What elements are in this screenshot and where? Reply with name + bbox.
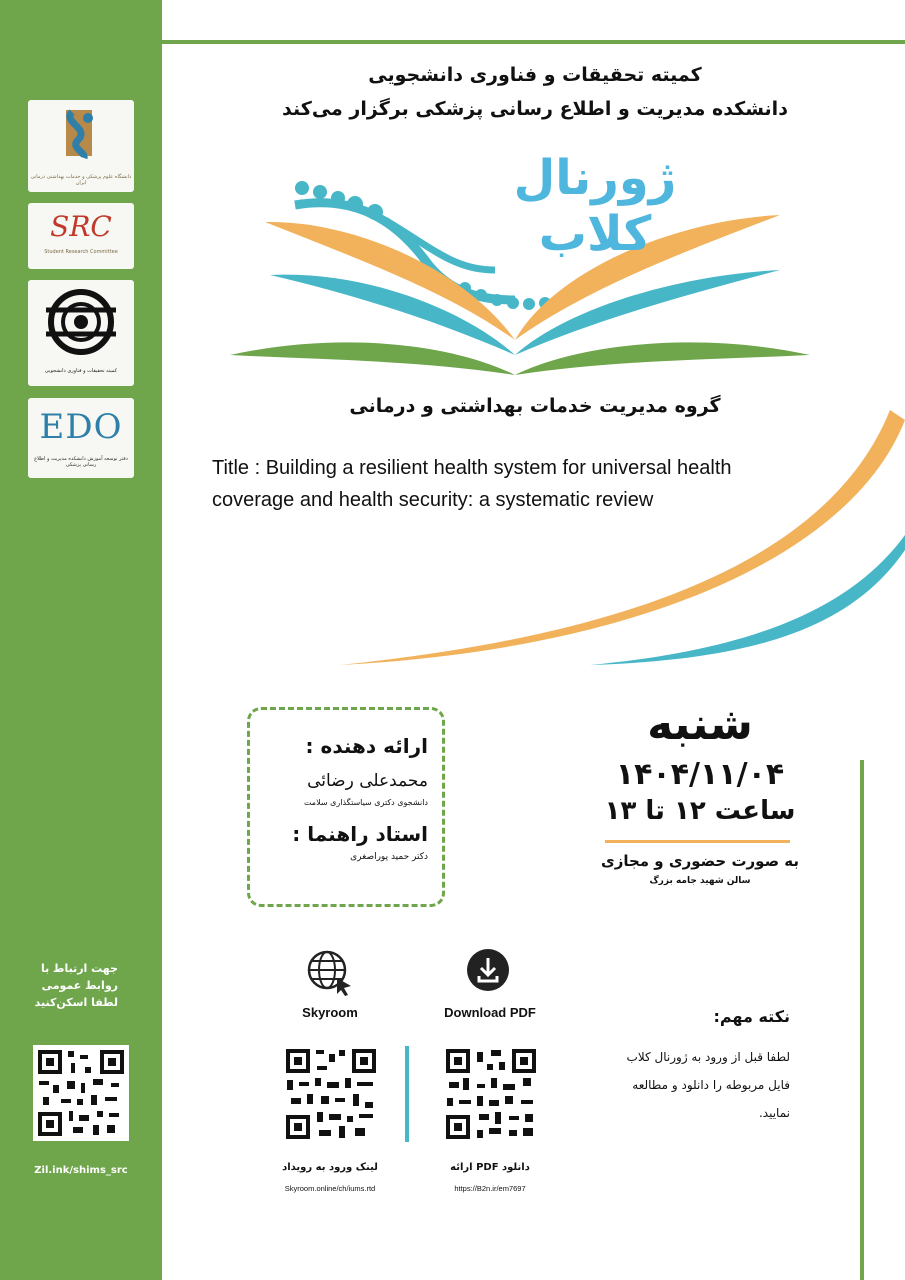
note-line-3: نمایید. xyxy=(758,1106,790,1120)
note-line-2: فایل مربوطه را دانلود و مطالعه xyxy=(632,1078,790,1092)
journal-club-title: ژورنال کلاب xyxy=(513,150,677,262)
paper-title-line-2: coverage and health security: a systematic review xyxy=(212,489,654,511)
src-logo xyxy=(28,203,134,269)
committee-logo-caption: کمیته تحقیقات و فناوری دانشجویی xyxy=(44,368,118,374)
contact-line-3: لطفا اسکن‌کنید xyxy=(34,996,118,1009)
skyroom-qr-code[interactable] xyxy=(283,1046,379,1142)
event-mode: به صورت حضوری و مجازی xyxy=(600,852,800,870)
university-logo xyxy=(28,100,134,192)
edo-logo-text: EDO xyxy=(39,407,123,447)
edo-logo-caption: دفتر توسعه آموزش دانشکده مدیریت و اطلاع رسانی پزشکی xyxy=(34,456,128,468)
pdf-url[interactable]: https://B2n.ir/em7697 xyxy=(454,1184,526,1193)
decorative-swoosh xyxy=(330,400,905,680)
skyroom-url[interactable]: Skyroom.online/ch/iums.rtd xyxy=(284,1184,376,1193)
qr-divider xyxy=(405,1046,409,1142)
committee-emblem-icon xyxy=(28,280,134,364)
contact-text xyxy=(10,960,118,1011)
event-date: ۱۴۰۴/۱۱/۰۴ xyxy=(615,757,785,792)
globe-icon xyxy=(305,948,355,998)
header-line-2: دانشکده مدیریت و اطلاع رسانی پزشکی برگزار می‌کند xyxy=(282,98,788,120)
presenter-name: محمدعلی رضائی xyxy=(307,771,428,791)
download-icon xyxy=(466,948,510,992)
paper-title xyxy=(212,452,872,516)
important-note xyxy=(570,1005,790,1127)
university-logo-caption: دانشگاه علوم پزشکی و خدمات بهداشتی درمانی ایران xyxy=(30,174,132,186)
right-border-line xyxy=(860,760,864,1280)
note-line-1: لطفا قبل از ورود به ژورنال کلاب xyxy=(626,1050,790,1064)
paper-title-line-1: Title : Building a resilient health system for universal health xyxy=(212,457,732,479)
contact-line-2: روابط عمومی xyxy=(41,979,118,992)
department-title: گروه مدیریت خدمات بهداشتی و درمانی xyxy=(349,395,721,417)
contact-line-1: جهت ارتباط با xyxy=(40,962,118,975)
skyroom-qr-icon xyxy=(283,1046,379,1142)
event-venue: سالن شهید جامه بزرگ xyxy=(649,876,751,886)
contact-qr-icon xyxy=(33,1045,129,1141)
pdf-caption: دانلود PDF ارائه xyxy=(450,1162,530,1173)
advisor-name: دکتر حمید پوراصغری xyxy=(350,852,428,862)
event-day: شنبه xyxy=(647,699,753,750)
university-emblem-icon xyxy=(28,100,134,170)
skyroom-caption: لینک ورود به رویداد xyxy=(282,1162,378,1173)
note-title: نکته مهم: xyxy=(713,1007,790,1026)
advisor-label: استاد راهنما : xyxy=(292,822,428,846)
pdf-qr-icon xyxy=(443,1046,539,1142)
event-divider xyxy=(605,840,790,843)
top-border-line xyxy=(162,40,905,44)
event-time: ساعت ۱۲ تا ۱۳ xyxy=(604,796,796,826)
contact-qr-code[interactable] xyxy=(33,1045,129,1141)
contact-link[interactable]: Zil.ink/shims_src xyxy=(34,1165,128,1176)
presenter-role: دانشجوی دکتری سیاستگذاری سلامت xyxy=(303,798,428,807)
presenter-box xyxy=(247,707,445,907)
src-logo-caption: Student Research Committee xyxy=(44,249,118,255)
presenter-label: ارائه دهنده : xyxy=(305,734,428,758)
src-logo-text: SRC xyxy=(50,209,112,243)
skyroom-label[interactable]: Skyroom xyxy=(302,1005,358,1020)
pdf-qr-code[interactable] xyxy=(443,1046,539,1142)
download-pdf-label[interactable]: Download PDF xyxy=(444,1005,536,1020)
header-line-1: کمیته تحقیقات و فناوری دانشجویی xyxy=(368,64,702,86)
edo-logo xyxy=(28,398,134,478)
committee-logo xyxy=(28,280,134,386)
